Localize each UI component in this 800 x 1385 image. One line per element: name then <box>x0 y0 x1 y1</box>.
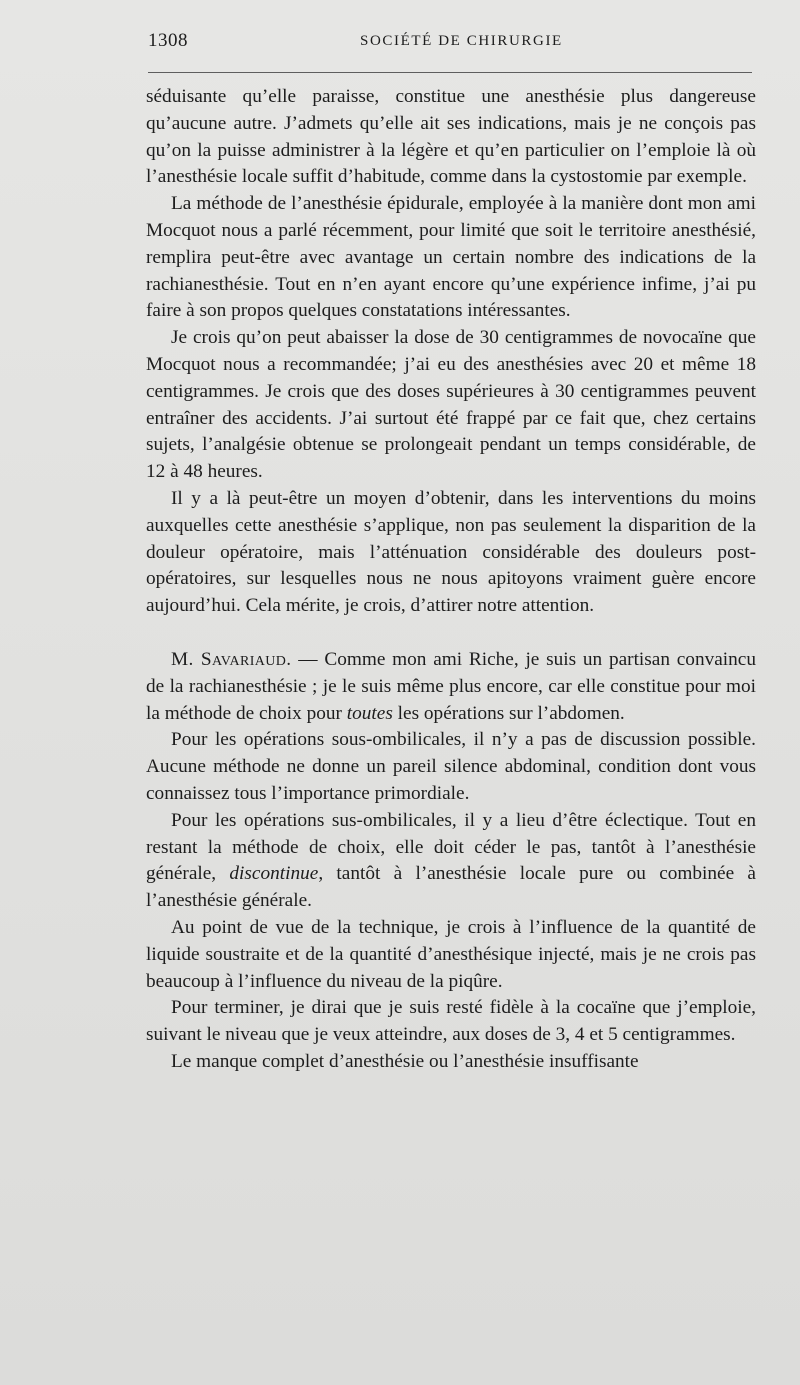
speaker-name: M. Savariaud. <box>171 648 292 670</box>
running-head: SOCIÉTÉ DE CHIRURGIE <box>360 33 563 49</box>
paragraph-novocaine-dose: Je crois qu’on peut abaisser la dose de 30 centigrammes de novocaïne que Mocquot nous a recommandée; j’ai eu des anesthésies avec 20 et même 18 centigrammes. Je crois que des doses supérieures à 30 centigrammes peuvent entraîner des accidents. J’ai surtout été frappé par ce fait que, chez certains sujets, l’analgésie obtenue se prolongeait pendant un temps considérable, de 12 à 48 heures. <box>146 327 756 483</box>
statement-text-a: — Comme mon ami Riche, je suis un partisan convaincu de la rachianesthésie ; je le suis même plus encore, car elle constitue pour moi la méthode de choix pour <box>146 648 756 724</box>
emphasis-toutes: toutes <box>346 702 393 724</box>
paragraph-cocaine-doses: Pour terminer, je dirai que je suis resté fidèle à la cocaïne que j’emploie, suivant le niveau que je veux atteindre, aux doses de 3, 4 et 5 centigrammes. <box>146 997 756 1046</box>
paragraph-savariaud-statement <box>146 647 756 727</box>
statement-text-b: les opérations sur l’abdomen. <box>392 702 625 724</box>
paragraph-insufficient-anesthesia: Le manque complet d’anesthésie ou l’anesthésie insuffisante <box>171 1050 639 1072</box>
emphasis-discontinue: discontinue <box>229 863 319 885</box>
supra-text-a: Pour les opérations sus-ombilicales, il y a lieu d’être éclectique. Tout en restant la méthode de choix, elle doit céder le pas, tantôt à l’anesthésie générale, <box>146 809 756 885</box>
supra-text-b: , tantôt à l’anesthésie locale pure ou combinée à l’anesthésie générale. <box>146 863 756 912</box>
text-body <box>146 84 756 1076</box>
paragraph-technique: Au point de vue de la technique, je crois à l’influence de la quantité de liquide soustraite et de la quantité d’anesthésique injecté, mais je ne crois pas beaucoup à l’influence du niveau de la piqûre. <box>146 916 756 992</box>
paragraph-continued: séduisante qu’elle paraisse, constitue une anesthésie plus dangereuse qu’aucune autre. J’admets qu’elle ait ses indications, mais je ne conçois pas qu’on la puisse administrer à la légère et qu’en particulier on l’emploie là où l’anesthésie locale suffit d’habitude, comme dans la cystostomie par exemple. <box>146 86 756 188</box>
page-number: 1308 <box>148 30 188 51</box>
paragraph-sub-umbilical: Pour les opérations sous-ombilicales, il n’y a pas de discussion possible. Aucune méthode ne donne un pareil silence abdominal, condition dont vous connaissez tous l’importance primordiale. <box>146 729 756 804</box>
header-rule <box>148 72 752 73</box>
paragraph-postoperative-pain: Il y a là peut-être un moyen d’obtenir, dans les interventions du moins auxquelles cette anesthésie s’applique, non pas seulement la disparition de la douleur opératoire, mais l’atténuation considérable des douleurs post-opératoires, sur lesquelles nous ne nous apitoyons vraiment guère encore aujourd’hui. Cela mérite, je crois, d’attirer notre attention. <box>146 487 756 617</box>
page-header <box>148 30 753 54</box>
paragraph-epidural-method: La méthode de l’anesthésie épidurale, employée à la manière dont mon ami Mocquot nous a parlé récemment, pour limité que soit le territoire anesthésié, remplira peut-être avec avantage un certain nombre des indications de la rachianesthésie. Tout en n’en ayant encore qu’une expérience infime, j’ai pu faire à son propos quelques constatations intéressantes. <box>146 193 756 322</box>
paragraph-supra-umbilical <box>146 808 756 915</box>
